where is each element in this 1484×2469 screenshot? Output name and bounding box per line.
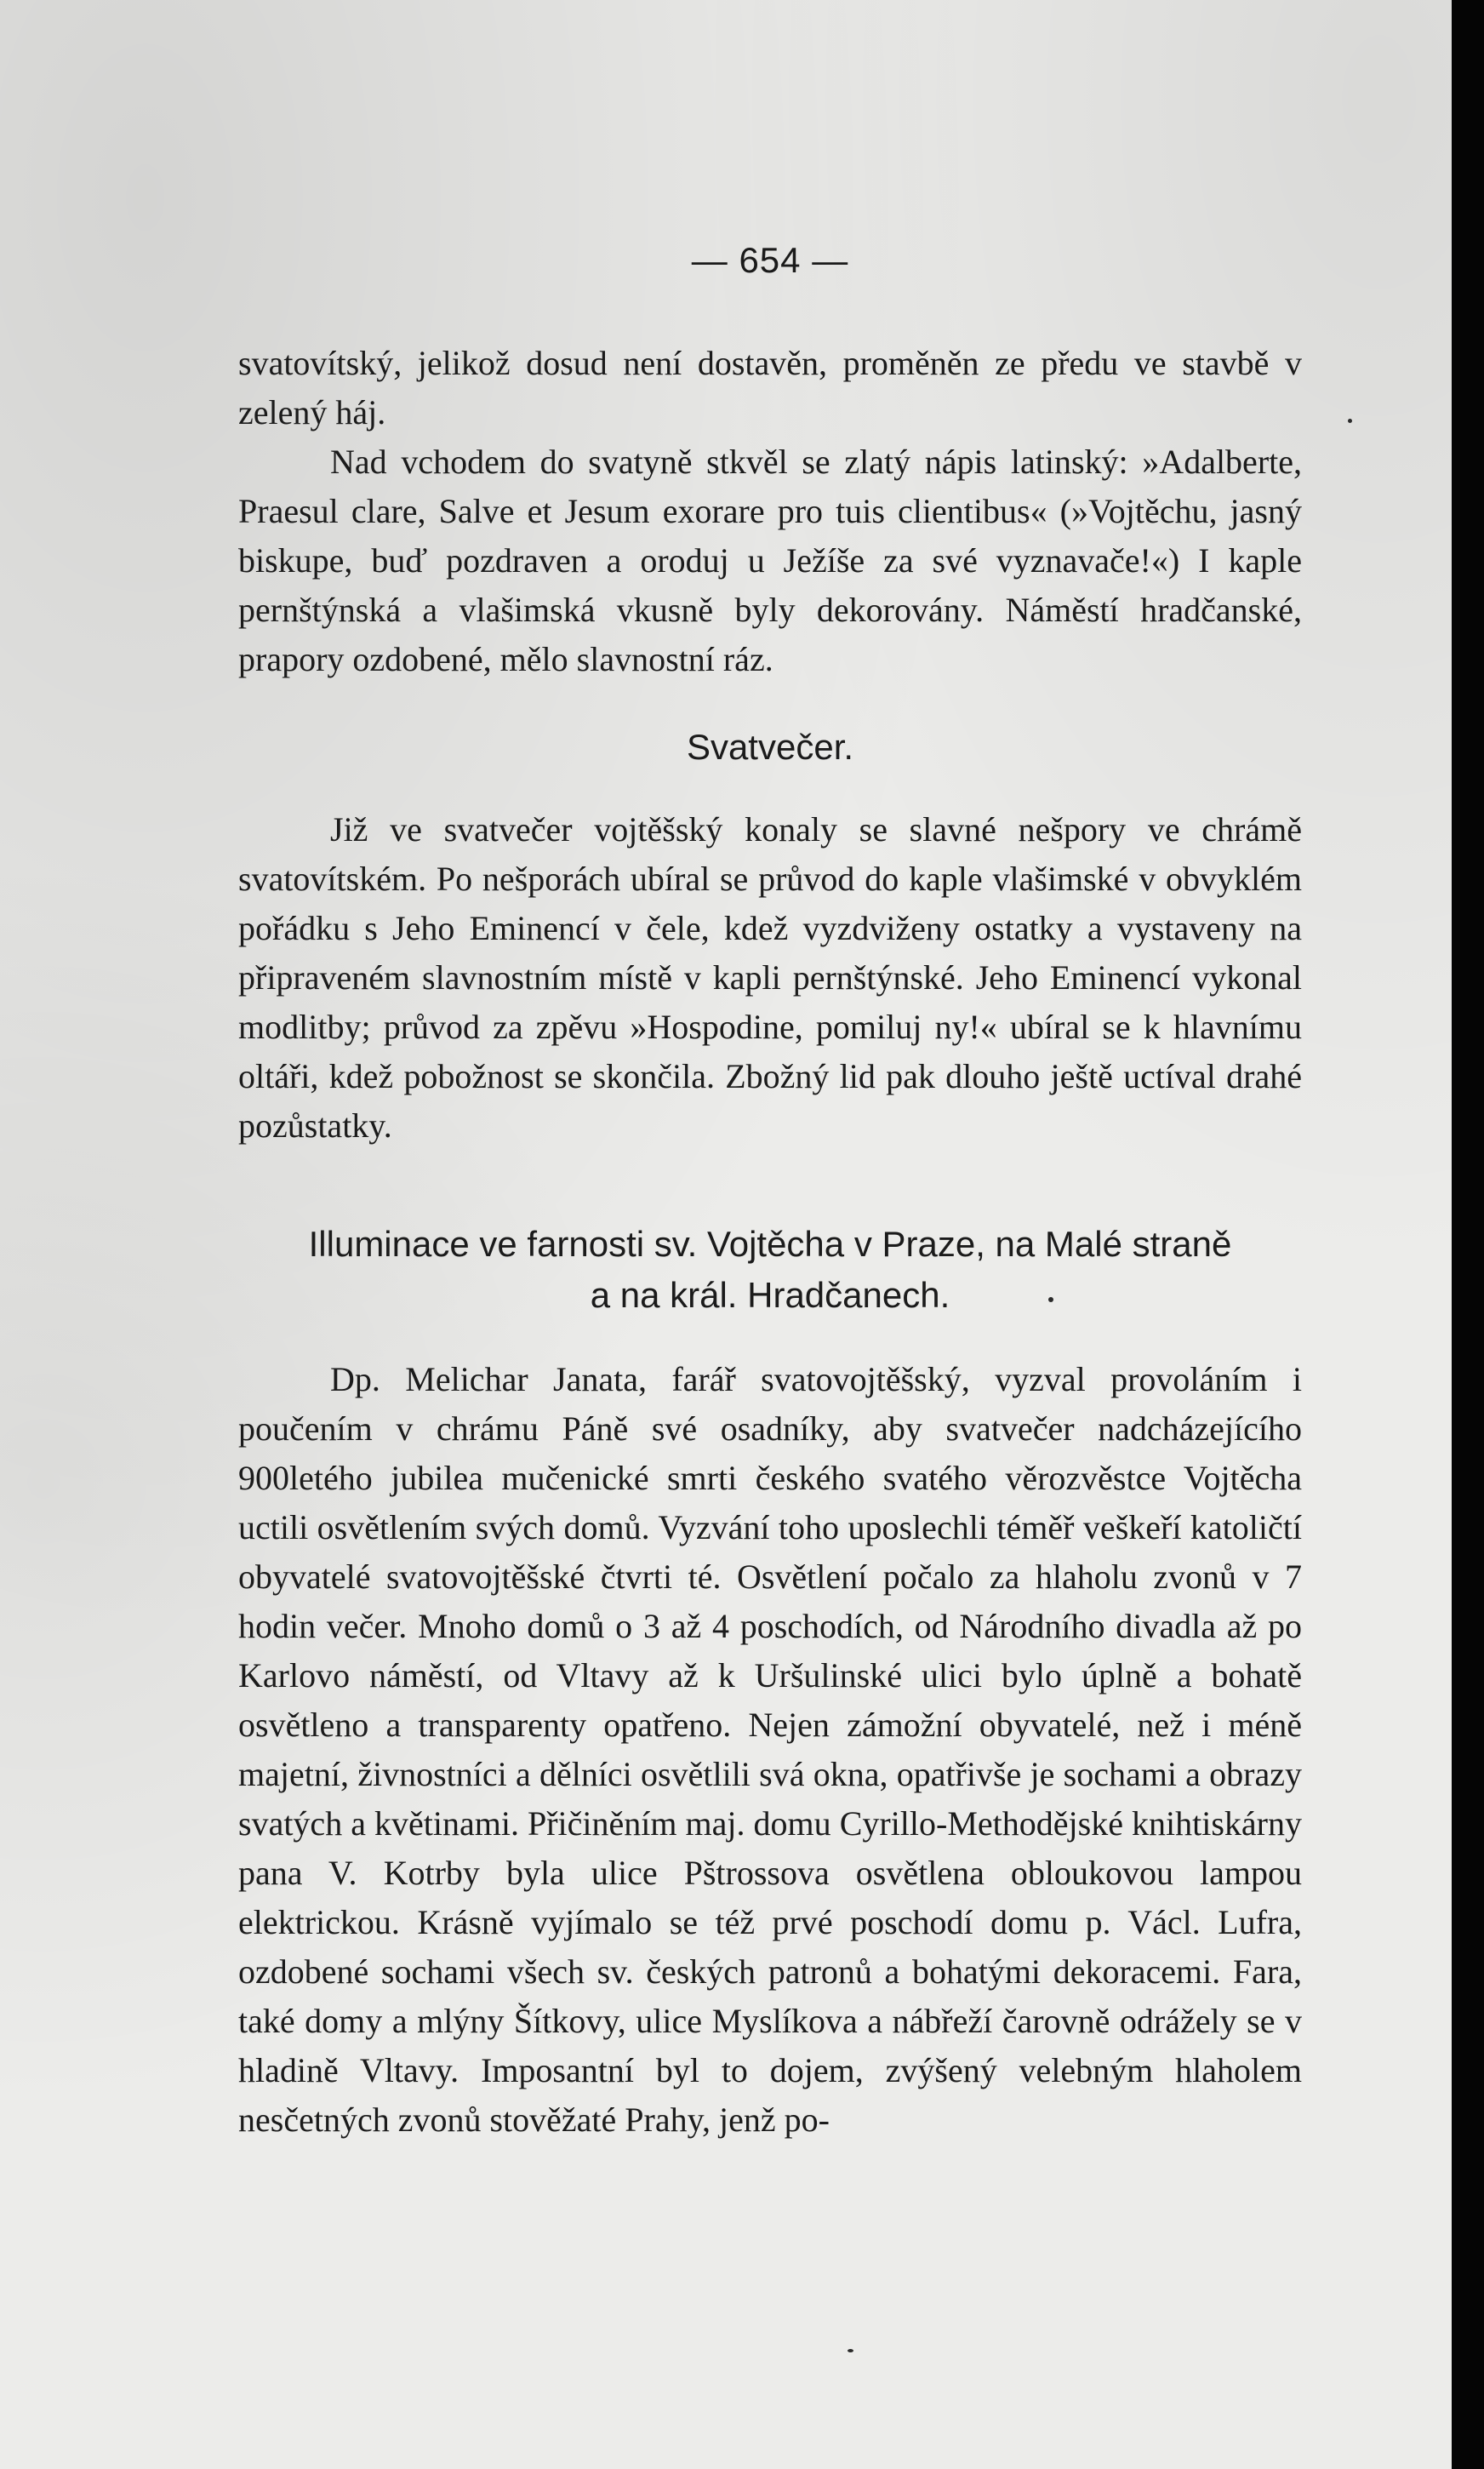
paragraph-illuminace: Dp. Melichar Janata, farář svatovojtěšský, vyzval provoláním i poučením v chrámu Páně své osadníky, aby svatvečer nadcházejícího 900letého jubilea mučenické smrti českého svatého věrozvěstce Vojtěcha uctili osvětlením svých domů. Vyzvání toho uposlechli téměř veškeří katoličtí obyvatelé svatovojtěšské čtvrti té. Osvětlení počalo za hlaholu zvonů v 7 hodin večer. Mnoho domů o 3 až 4 poschodích, od Národního divadla až po Karlovo náměstí, od Vltavy až k Uršulinské ulici bylo úplně a bohatě osvětleno a transparenty opatřeno. Nejen zámožní obyvatelé, než i méně majetní, živnostníci a dělníci osvětlili svá okna, opatřivše je sochami a obrazy svatých a květinami. Přičiněním maj. domu Cyrillo-Methodějské knihtiskárny pana V. Kotrby byla ulice Pštrossova osvětlena obloukovou lampou elektrickou. Krásně vyjímalo se též prvé poschodí domu p. Václ. Lufra, ozdobené sochami všech sv. českých patronů a bohatými dekoracemi. Fara, také domy a mlýny Šítkovy, ulice Myslíkova a nábřeží čarovně odrážely se v hladině Vltavy. Imposantní byl to dojem, zvýšený velebným hlaholem nesčetných zvonů stověžaté Prahy, jenž po- <box>238 1360 1302 2139</box>
paragraph-inscription: Nad vchodem do svatyně stkvěl se zlatý nápis latinský: »Adalberte, Praesul clare, Salve et Jesum exorare pro tuis clientibus« (»Vojtěchu, jasný biskupe, buď pozdraven a oroduj u Ježíše za své vyznavače!«) I kaple pernštýnská a vlašimská vkusně byly dekorovány. Náměstí hradčanské, prapory ozdobené, mělo slavnostní ráz. <box>238 443 1302 678</box>
paragraph-svatvecer: Již ve svatvečer vojtěšský konaly se slavné nešpory ve chrámě svatovítském. Po nešporách ubíral se průvod do kaple vlašimské v obvyklém pořádku s Jeho Eminencí v čele, kdež vyzdviženy ostatky a vystaveny na připraveném slavnostním místě v kapli pernštýnské. Jeho Eminencí vykonal modlitby; průvod za zpěvu »Hospodine, pomiluj ny!« ubíral se k hlavnímu oltáři, kdež pobožnost se skončila. Zbožný lid pak dlouho ještě uctíval drahé pozůstatky. <box>238 810 1302 1145</box>
section-heading-illuminace <box>238 1219 1302 1321</box>
page-number: — 654 — <box>691 240 849 280</box>
print-speck <box>1048 1297 1053 1302</box>
section-heading-svatvecer: Svatvečer. <box>686 727 854 767</box>
scan-border <box>1452 0 1484 2469</box>
print-speck <box>1348 419 1352 423</box>
heading-line-2: a na král. Hradčanech. <box>590 1275 950 1315</box>
paragraph-continuation: svatovítský, jelikož dosud není dostavěn, proměněn ze předu ve stavbě v zelený háj. <box>238 344 1302 432</box>
print-speck <box>848 2349 853 2352</box>
heading-line-1: Illuminace ve farnosti sv. Vojtěcha v Praze, na Malé straně <box>308 1224 1232 1264</box>
